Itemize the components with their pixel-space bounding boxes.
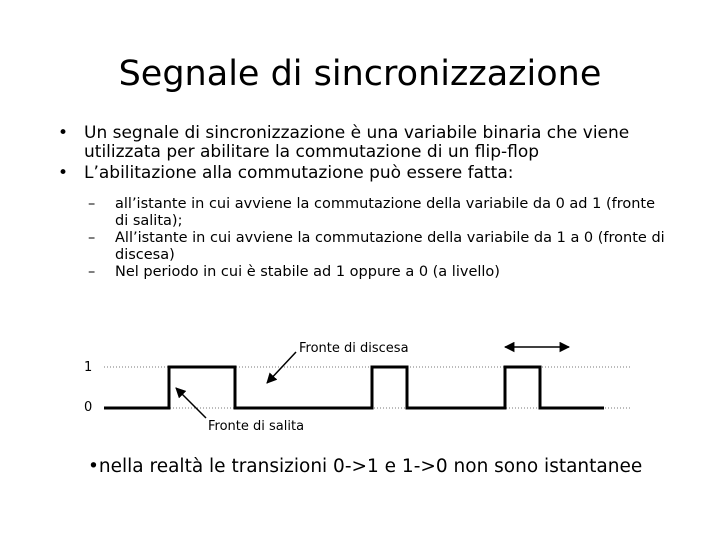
sub-bullet-item xyxy=(88,230,668,263)
sub-bullet-marker: – xyxy=(88,264,96,280)
sub-bullet-text: All’istante in cui avviene la commutazione della variabile da 1 a 0 (fronte di discesa) xyxy=(115,230,665,263)
sub-bullet-marker: – xyxy=(88,196,96,212)
falling-edge-arrow xyxy=(267,352,296,383)
sub-bullet-marker: – xyxy=(88,230,96,246)
sub-bullet-list xyxy=(88,196,668,282)
footer-note: •nella realtà le transizioni 0->1 e 1->0 non sono istantanee xyxy=(88,456,643,477)
bullet-list xyxy=(58,124,678,185)
sub-bullet-text: Nel periodo in cui è stabile ad 1 oppure a 0 (a livello) xyxy=(115,264,500,280)
sub-bullet-item xyxy=(88,264,668,281)
bullet-item xyxy=(58,164,678,183)
bullet-marker: • xyxy=(58,123,69,143)
bullet-marker: • xyxy=(58,163,69,183)
square-wave xyxy=(104,367,604,408)
sub-bullet-item xyxy=(88,196,668,229)
bullet-text: Un segnale di sincronizzazione è una variabile binaria che viene utilizzata per abilitare la commutazione di un flip-flop xyxy=(84,123,630,162)
rising-edge-arrow xyxy=(176,388,206,418)
sync-signal-diagram xyxy=(0,330,720,440)
bullet-item xyxy=(58,124,678,162)
page-title: Segnale di sincronizzazione xyxy=(118,54,602,94)
level-high-label: 1 xyxy=(84,360,93,375)
bullet-text: L’abilitazione alla commutazione può essere fatta: xyxy=(84,163,514,183)
rising-edge-label: Fronte di salita xyxy=(208,419,305,434)
level-low-label: 0 xyxy=(84,400,93,415)
sub-bullet-text: all’istante in cui avviene la commutazione della variabile da 0 ad 1 (fronte di salita); xyxy=(115,196,656,229)
falling-edge-label: Fronte di discesa xyxy=(299,341,409,356)
